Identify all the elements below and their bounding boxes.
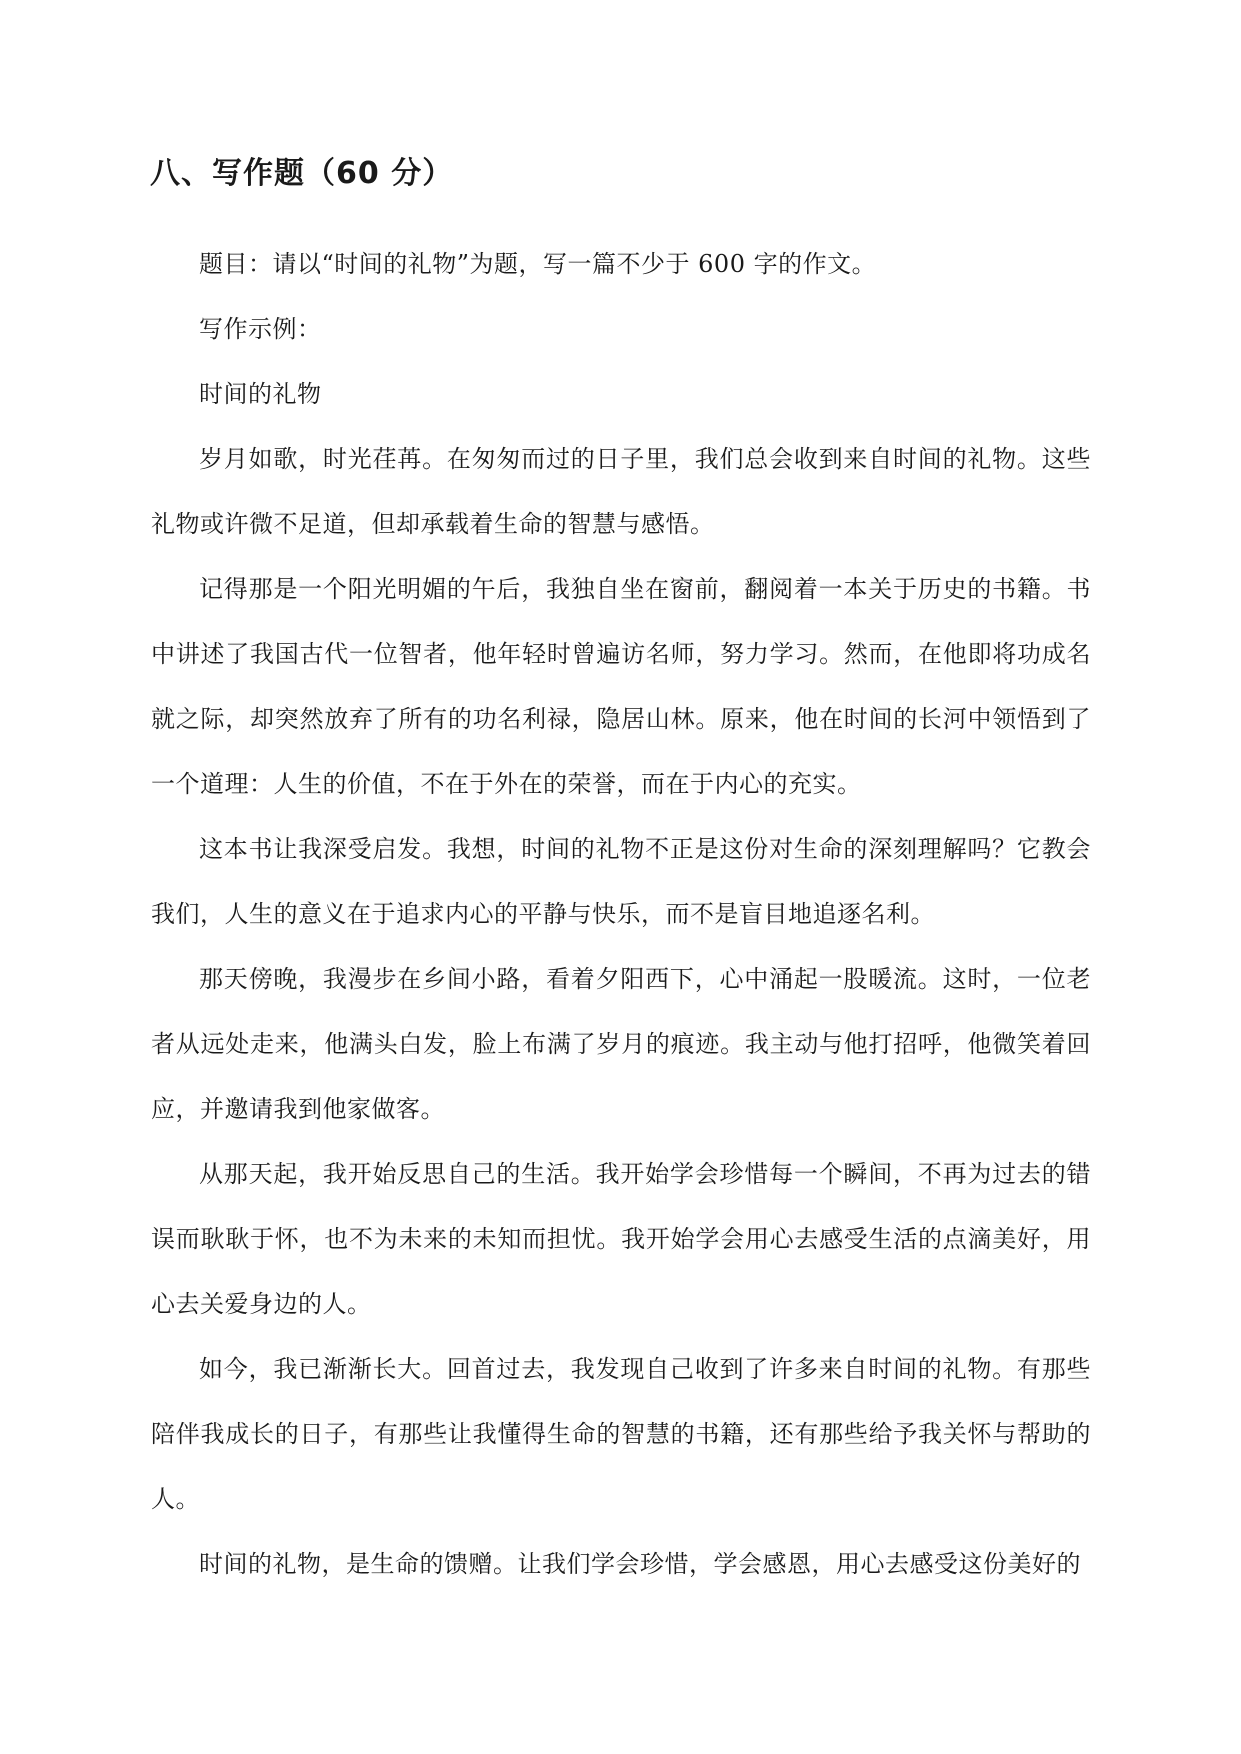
writing-prompt: 题目：请以“时间的礼物”为题，写一篇不少于 600 字的作文。	[199, 250, 877, 278]
essay-paragraph-2: 记得那是一个阳光明媚的午后，我独自坐在窗前，翻阅着一本关于历史的书籍。书中讲述了我国古代一位智者，他年轻时曾遍访名师，努力学习。然而，在他即将功成名就之际，却突然放弃了所有的功名利禄，隐居山林。原来，他在时间的长河中领悟到了一个道理：人生的价值，不在于外在的荣誉，而在于内心的充实。	[151, 575, 1091, 798]
essay-paragraph-7: 时间的礼物，是生命的馈赠。让我们学会珍惜，学会感恩，用心去感受这份美好的	[199, 1550, 1081, 1578]
essay-paragraph-3: 这本书让我深受启发。我想，时间的礼物不正是这份对生命的深刻理解吗？它教会我们，人生的意义在于追求内心的平静与快乐，而不是盲目地追逐名利。	[151, 835, 1091, 928]
essay-paragraph-4: 那天傍晚，我漫步在乡间小路，看着夕阳西下，心中涌起一股暖流。这时，一位老者从远处走来，他满头白发，脸上布满了岁月的痕迹。我主动与他打招呼，他微笑着回应，并邀请我到他家做客。	[151, 965, 1091, 1123]
essay-paragraph-5: 从那天起，我开始反思自己的生活。我开始学会珍惜每一个瞬间，不再为过去的错误而耿耿于怀，也不为未来的未知而担忧。我开始学会用心去感受生活的点滴美好，用心去关爱身边的人。	[151, 1160, 1091, 1318]
essay-paragraph-1: 岁月如歌，时光荏苒。在匆匆而过的日子里，我们总会收到来自时间的礼物。这些礼物或许微不足道，但却承载着生命的智慧与感悟。	[151, 445, 1091, 538]
section-heading: 八、写作题（60 分）	[150, 156, 454, 191]
essay-title: 时间的礼物	[199, 380, 322, 408]
document-body	[151, 232, 1091, 1597]
essay-paragraph-6: 如今，我已渐渐长大。回首过去，我发现自己收到了许多来自时间的礼物。有那些陪伴我成长的日子，有那些让我懂得生命的智慧的书籍，还有那些给予我关怀与帮助的人。	[151, 1355, 1091, 1513]
example-label: 写作示例：	[199, 315, 322, 343]
